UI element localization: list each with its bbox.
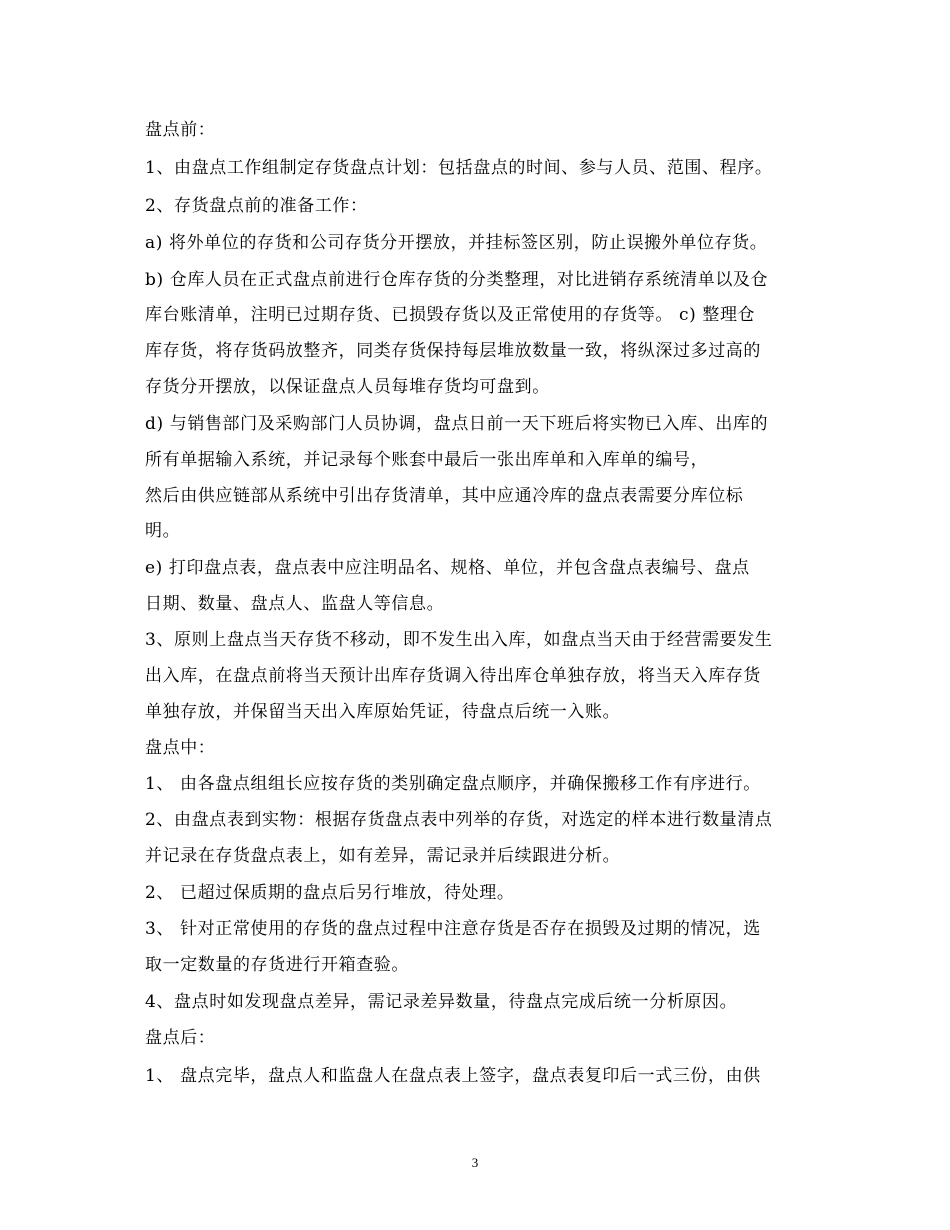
- text-line: 2、存货盘点前的准备工作：: [145, 196, 368, 216]
- text-line: 4、盘点时如发现盘点差异，需记录差异数量，待盘点完成后统一分析原因。: [145, 992, 738, 1012]
- text-line: 库存货，将存货码放整齐，同类存货保持每层堆放数量一致，将纵深过多过高的: [145, 341, 761, 361]
- text-line: 日期、数量、盘点人、监盘人等信息。: [145, 594, 445, 614]
- text-line: a) 将外单位的存货和公司存货分开摆放，并挂标签区别，防止误搬外单位存货。: [145, 233, 768, 253]
- text-line: 1、 由各盘点组组长应按存货的类别确定盘点顺序，并确保搬移工作有序进行。: [145, 774, 761, 794]
- text-line: 3、 针对正常使用的存货的盘点过程中注意存货是否存在损毁及过期的情况，选: [145, 919, 761, 939]
- text-line: 库台账清单，注明已过期存货、已损毁存货以及正常使用的存货等。 c) 整理仓: [145, 305, 756, 325]
- text-line: 然后由供应链部从系统中引出存货清单，其中应通冷库的盘点表需要分库位标: [145, 486, 744, 506]
- text-line: 单独存放，并保留当天出入库原始凭证，待盘点后统一入账。: [145, 702, 621, 722]
- text-line: d) 与销售部门及采购部门人员协调，盘点日前一天下班后将实物已入库、出库的: [145, 414, 769, 434]
- text-line: 2、 已超过保质期的盘点后另行堆放，待处理。: [145, 883, 515, 903]
- text-line: b) 仓库人员在正式盘点前进行仓库存货的分类整理，对比进销存系统清单以及仓: [145, 270, 769, 290]
- text-line: e) 打印盘点表，盘点表中应注明品名、规格、单位，并包含盘点表编号、盘点: [145, 558, 750, 578]
- text-line: 1、 盘点完毕，盘点人和监盘人在盘点表上签字，盘点表复印后一式三份，由供: [145, 1066, 761, 1086]
- text-line: 明。: [145, 521, 181, 541]
- text-line: 存货分开摆放，以保证盘点人员每堆存货均可盘到。: [145, 377, 550, 397]
- text-line: 取一定数量的存货进行开箱查验。: [145, 955, 409, 975]
- text-line: 并记录在存货盘点表上，如有差异，需记录并后续跟进分析。: [145, 846, 621, 866]
- section-heading-before: 盘点前：: [145, 120, 216, 140]
- text-line: 1、由盘点工作组制定存货盘点计划：包括盘点的时间、参与人员、范围、程序。: [145, 158, 773, 178]
- text-line: 出入库，在盘点前将当天预计出库存货调入待出库仓单独存放，将当天入库存货: [145, 666, 761, 686]
- page-number: 3: [471, 1155, 479, 1170]
- section-heading-during: 盘点中：: [145, 738, 216, 758]
- text-line: 所有单据输入系统，并记录每个账套中最后一张出库单和入库单的编号，: [145, 450, 709, 470]
- section-heading-after: 盘点后：: [145, 1028, 216, 1048]
- text-line: 3、原则上盘点当天存货不移动，即不发生出入库，如盘点当天由于经营需要发生: [145, 630, 773, 650]
- text-line: 2、由盘点表到实物：根据存货盘点表中列举的存货，对选定的样本进行数量清点: [145, 810, 773, 830]
